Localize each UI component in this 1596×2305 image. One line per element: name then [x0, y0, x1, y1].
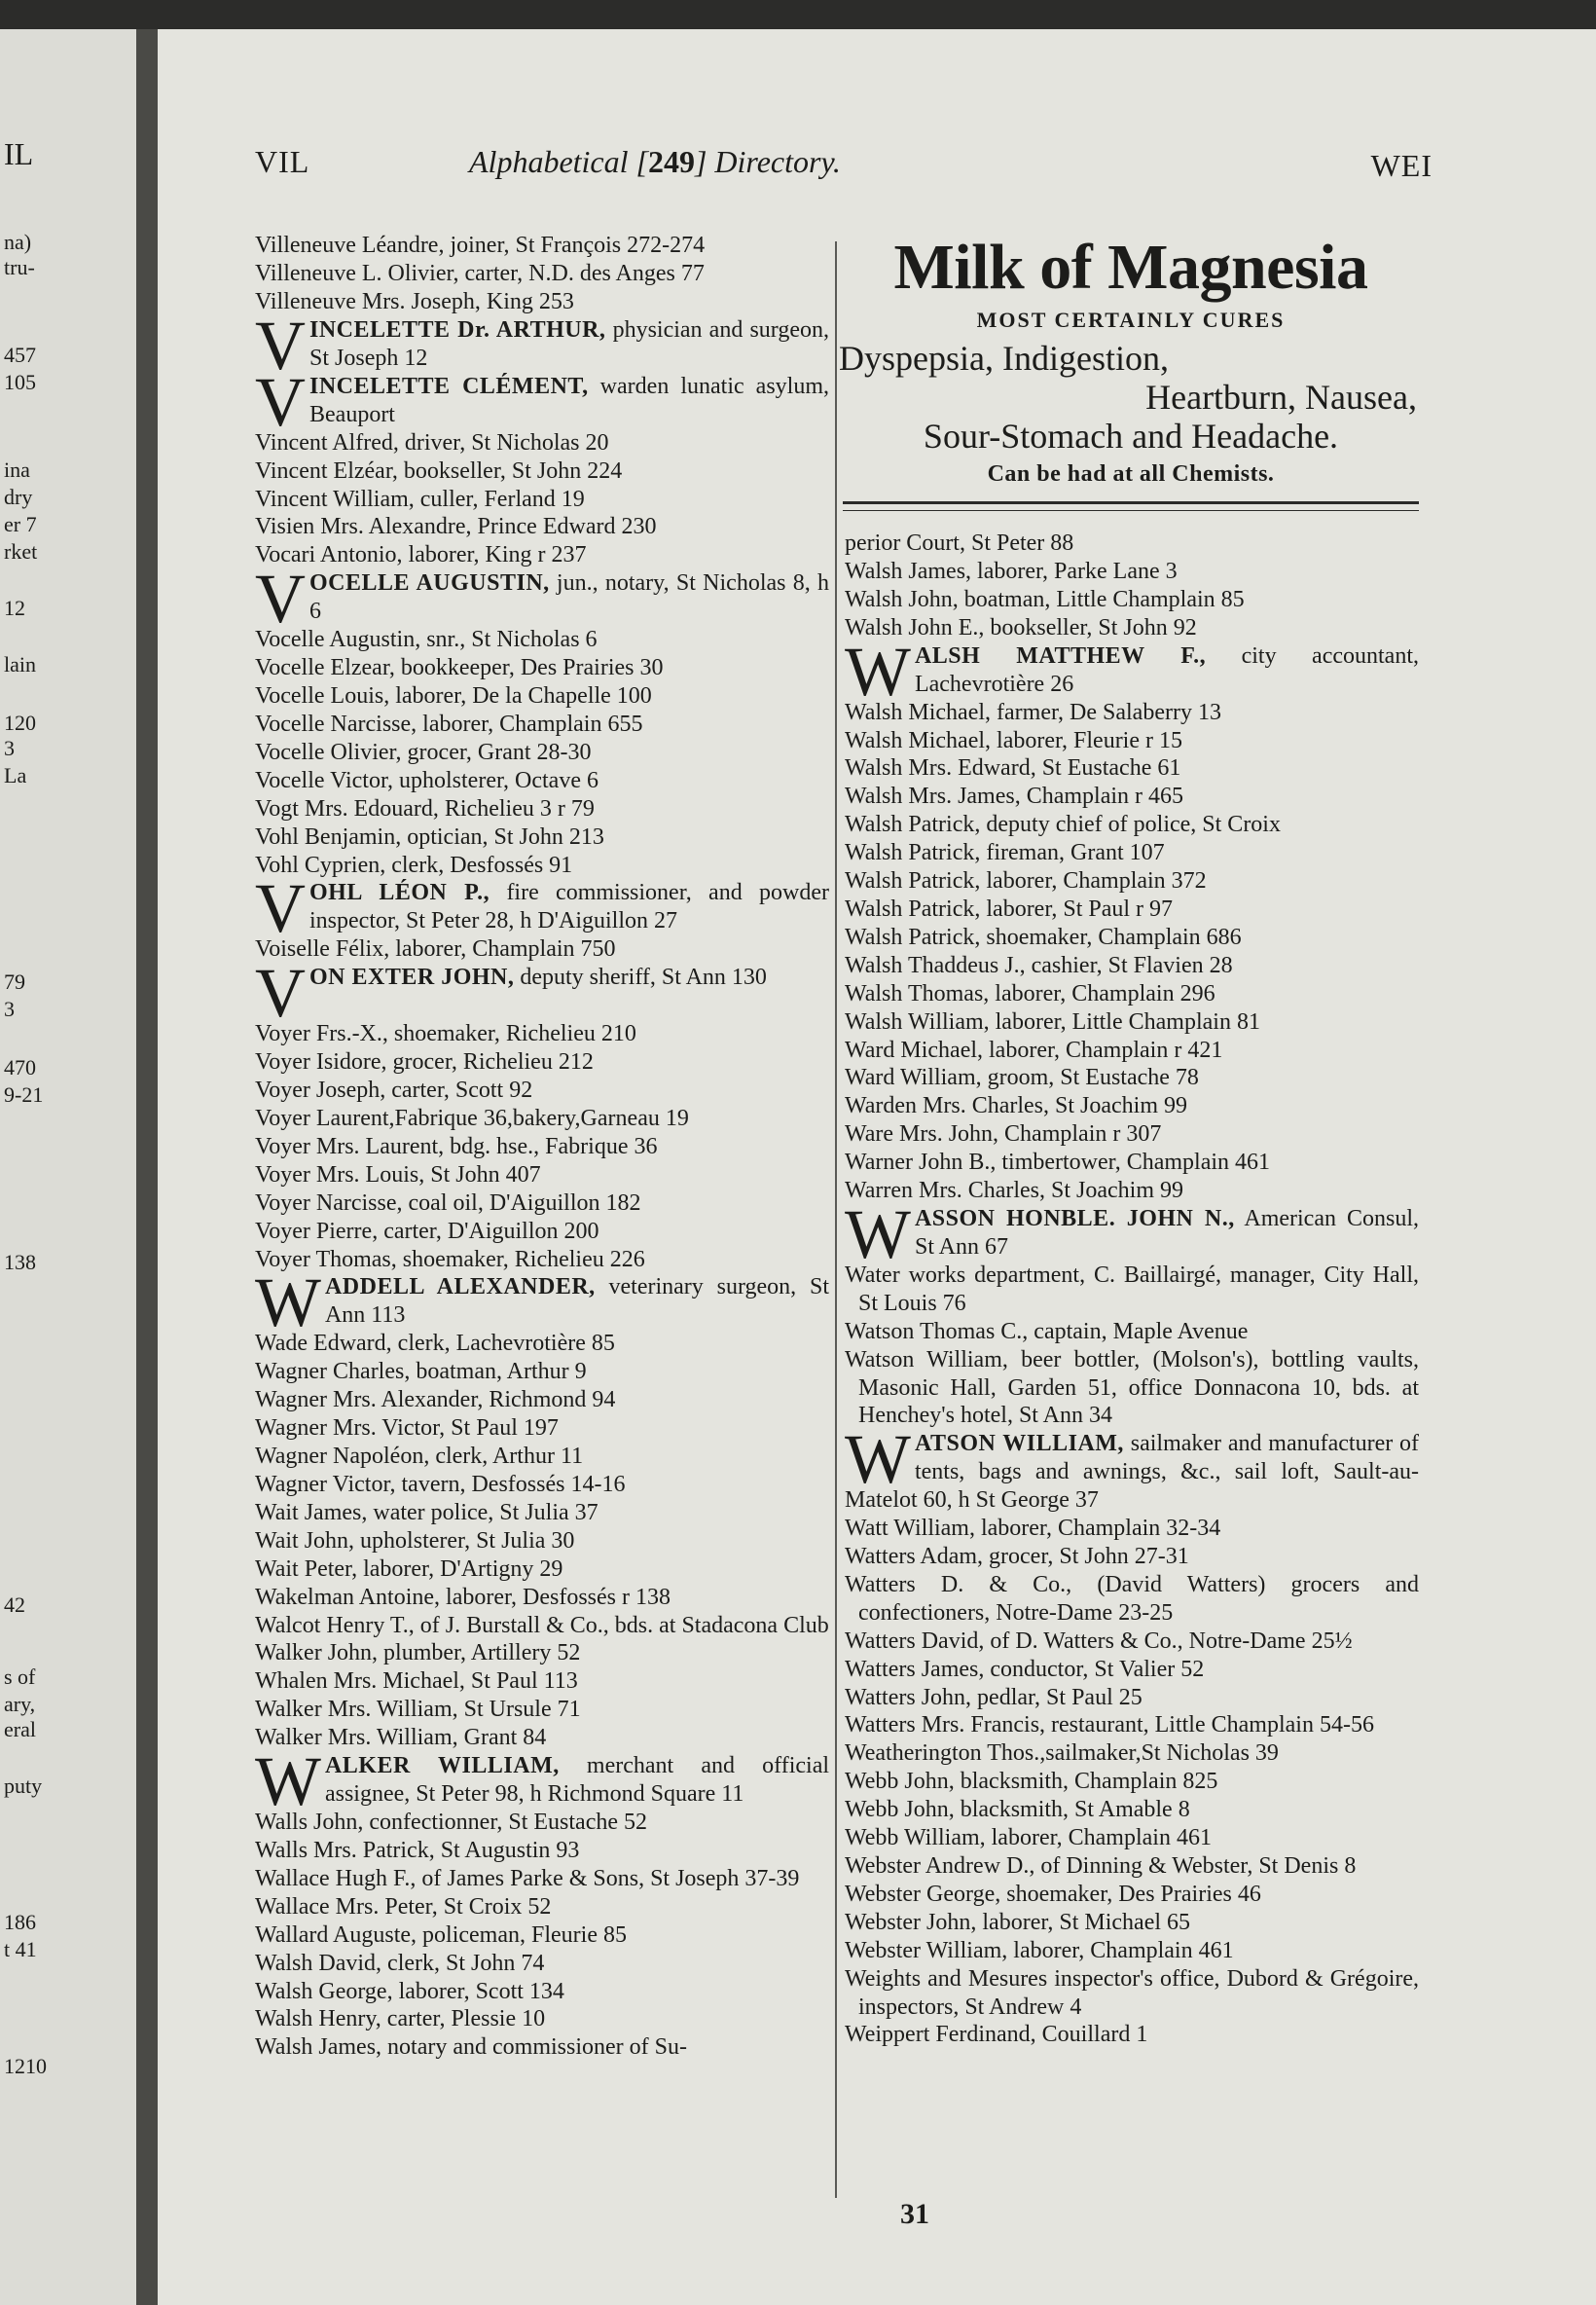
- folio-number: 31: [900, 2198, 929, 2230]
- adjacent-text-fragment: s of: [4, 1665, 36, 1689]
- directory-entry: Villeneuve Léandre, joiner, St François 272-274: [255, 233, 706, 258]
- directory-entry: Walsh Patrick, deputy chief of police, St Croix: [845, 812, 1281, 838]
- directory-entry: Walsh Patrick, laborer, St Paul r 97: [845, 896, 1174, 922]
- ad-subtitle: MOST CERTAINLY CURES: [976, 308, 1286, 332]
- directory-entry: Vocelle Victor, upholsterer, Octave 6: [255, 767, 598, 793]
- directory-entry: Walsh David, clerk, St John 74: [255, 1950, 545, 1976]
- directory-entry: Vohl Benjamin, optician, St John 213: [255, 823, 604, 850]
- directory-entry: Wade Edward, clerk, Lachevrotière 85: [255, 1331, 615, 1357]
- directory-entry: Watters Mrs. Francis, restaurant, Little Champlain 54-56: [845, 1712, 1374, 1738]
- directory-entry: Wakelman Antoine, laborer, Desfossés r 138: [255, 1584, 671, 1610]
- directory-entry: Walker Mrs. William, St Ursule 71: [255, 1697, 581, 1723]
- directory-entry: Weippert Ferdinand, Couillard 1: [845, 2022, 1148, 2048]
- directory-entry: Voyer Mrs. Louis, St John 407: [255, 1161, 541, 1188]
- directory-entry: Vogt Mrs. Edouard, Richelieu 3 r 79: [255, 795, 595, 822]
- entry-detail: jun., notary, St Nicholas 8, h 6: [309, 570, 830, 625]
- directory-entry: Webster William, laborer, Champlain 461: [845, 1937, 1234, 1963]
- adjacent-text-fragment: eral: [4, 1717, 36, 1741]
- directory-entry: Vocelle Olivier, grocer, Grant 28-30: [255, 739, 592, 765]
- directory-entry: Villeneuve L. Olivier, carter, N.D. des Anges 77: [255, 260, 705, 286]
- ad-footer: Can be had at all Chemists.: [987, 461, 1275, 487]
- running-head: [255, 144, 1433, 193]
- directory-entry: Voyer Narcisse, coal oil, D'Aiguillon 182: [255, 1189, 641, 1216]
- directory-entry: Warner John B., timbertower, Champlain 461: [845, 1150, 1271, 1176]
- ad-rule: [843, 501, 1419, 511]
- adjacent-text-fragment: IL: [4, 136, 34, 171]
- directory-entry: Wallard Auguste, policeman, Fleurie 85: [255, 1921, 627, 1948]
- directory-entry: Vocelle Narcisse, laborer, Champlain 655: [255, 711, 643, 737]
- directory-entry: Walsh William, laborer, Little Champlain 81: [845, 1008, 1260, 1035]
- entry-detail: fire commissioner, and powder inspector, St Peter 28, h D'Aiguillon 27: [309, 880, 829, 934]
- directory-entry: Ward William, groom, St Eustache 78: [845, 1065, 1199, 1091]
- directory-entry: Walsh John E., bookseller, St John 92: [845, 614, 1197, 640]
- directory-entry: Voyer Frs.-X., shoemaker, Richelieu 210: [255, 1021, 636, 1047]
- directory-entry: Webb John, blacksmith, Champlain 825: [845, 1769, 1218, 1795]
- book-gutter: [136, 29, 158, 2305]
- directory-entry: Wagner Mrs. Alexander, Richmond 94: [255, 1387, 616, 1413]
- directory-entry: Walsh John, boatman, Little Champlain 85: [845, 586, 1245, 612]
- directory-entry: Watters David, of D. Watters & Co., Notre-Dame 25½: [845, 1628, 1353, 1654]
- adjacent-text-fragment: lain: [4, 652, 36, 677]
- featured-name: OCELLE AUGUSTIN,: [309, 570, 550, 597]
- directory-entry: Walsh Michael, laborer, Fleurie r 15: [845, 727, 1182, 753]
- directory-entry: Watt William, laborer, Champlain 32-34: [845, 1516, 1221, 1542]
- directory-entry: Weatherington Thos.,sailmaker,St Nicholas 39: [845, 1740, 1279, 1767]
- entry-detail: merchant and official assignee, St Peter 98, h Richmond Square 11: [324, 1753, 830, 1807]
- adjacent-text-fragment: La: [4, 763, 27, 787]
- entry-detail: veterinary surgeon, St Ann 113: [324, 1274, 830, 1329]
- directory-entry: Walker John, plumber, Artillery 52: [255, 1640, 581, 1666]
- directory-entry: Walker Mrs. William, Grant 84: [255, 1725, 547, 1751]
- directory-entry: Walsh Thaddeus J., cashier, St Flavien 28: [845, 952, 1233, 978]
- drop-cap: W: [255, 1263, 321, 1342]
- directory-entry: Voyer Joseph, carter, Scott 92: [255, 1078, 533, 1104]
- adjacent-text-fragment: 9-21: [4, 1082, 44, 1107]
- directory-entry: Walsh Patrick, shoemaker, Champlain 686: [845, 924, 1242, 950]
- directory-entry: Walsh George, laborer, Scott 134: [255, 1978, 564, 2004]
- directory-entry: Whalen Mrs. Michael, St Paul 113: [255, 1668, 578, 1695]
- adjacent-text-fragment: er 7: [4, 512, 37, 536]
- directory-entry: Walsh Mrs. Edward, St Eustache 61: [845, 755, 1181, 782]
- adjacent-text-fragment: rket: [4, 539, 38, 564]
- featured-name: ASSON HONBLE. JOHN N.,: [914, 1205, 1235, 1231]
- adjacent-text-fragment: 120: [4, 711, 36, 735]
- adjacent-page-fragment: [0, 29, 136, 2305]
- adjacent-text-fragment: 1210: [4, 2054, 47, 2078]
- directory-entry: Vocari Antonio, laborer, King r 237: [255, 542, 587, 568]
- featured-name: INCELETTE CLÉMENT,: [309, 373, 589, 399]
- featured-name: INCELETTE Dr. ARTHUR,: [309, 316, 606, 343]
- entry-detail: city accountant, Lachevrotière 26: [914, 642, 1419, 697]
- featured-name: ON EXTER JOHN,: [309, 965, 515, 991]
- directory-entry: Watters James, conductor, St Valier 52: [845, 1656, 1205, 1682]
- directory-entry: Webb William, laborer, Champlain 461: [845, 1825, 1212, 1851]
- ad-line-3: Sour-Stomach and Headache.: [923, 417, 1339, 456]
- drop-cap: W: [845, 1420, 911, 1499]
- featured-entry: [255, 869, 829, 948]
- directory-entry: Walsh Thomas, laborer, Champlain 296: [845, 980, 1215, 1006]
- directory-entry: Walcot Henry T., of J. Burstall & Co., bds. at Stadacona Club: [255, 1612, 829, 1638]
- directory-entry: Walls Mrs. Patrick, St Augustin 93: [255, 1837, 580, 1863]
- directory-entry: Watson William, beer bottler, (Molson's), bottling vaults, Masonic Hall, Garden 51, office Donnacona 10, bds. at Henchey's hotel, St Ann 34: [845, 1346, 1419, 1429]
- adjacent-text-fragment: 79: [4, 970, 25, 994]
- directory-entry: Vocelle Elzear, bookkeeper, Des Prairies 30: [255, 655, 664, 681]
- adjacent-text-fragment: puty: [4, 1774, 43, 1798]
- featured-entry: [845, 1194, 1419, 1273]
- right-column: [845, 530, 1419, 2049]
- featured-name: ATSON WILLIAM,: [914, 1431, 1124, 1457]
- directory-entry: Water works department, C. Baillairgé, manager, City Hall, St Louis 76: [845, 1262, 1419, 1316]
- directory-entry: Walsh James, laborer, Parke Lane 3: [845, 558, 1178, 584]
- adjacent-text-fragment: ary,: [4, 1692, 36, 1716]
- directory-entry: Warden Mrs. Charles, St Joachim 99: [845, 1093, 1188, 1119]
- featured-entry: [255, 306, 830, 384]
- adjacent-text-fragment: 3: [4, 736, 15, 760]
- directory-entry: Ward Michael, laborer, Champlain r 421: [845, 1037, 1223, 1063]
- adjacent-text-fragment: 470: [4, 1055, 36, 1079]
- ad-line-2: Heartburn, Nausea,: [1145, 378, 1417, 417]
- directory-entry: Wallace Hugh F., of James Parke & Sons, St Joseph 37-39: [255, 1865, 800, 1891]
- advertisement: [839, 232, 1423, 511]
- drop-cap: W: [255, 1742, 321, 1821]
- entry-detail: physician and surgeon, St Joseph 12: [309, 316, 830, 371]
- directory-entry: Voyer Thomas, shoemaker, Richelieu 226: [255, 1246, 645, 1272]
- directory-entry: Voyer Pierre, carter, D'Aiguillon 200: [255, 1218, 599, 1244]
- drop-cap: V: [255, 560, 306, 639]
- adjacent-text-fragment: dry: [4, 485, 33, 509]
- adjacent-text-fragment: 457: [4, 343, 36, 367]
- drop-cap: W: [845, 1194, 911, 1273]
- entry-detail: warden lunatic asylum, Beauport: [309, 373, 830, 427]
- directory-entry: Vincent William, culler, Ferland 19: [255, 486, 585, 512]
- adjacent-text-fragment: ina: [4, 457, 30, 482]
- page-number: 249: [647, 144, 695, 179]
- left-column: [255, 232, 829, 2062]
- entry-detail: sailmaker and manufacturer of tents, bags and awnings, &c., sail loft, Sault-au-Matelot 60, h St George 37: [845, 1431, 1420, 1514]
- running-head-left: VIL: [255, 144, 310, 179]
- directory-entry: Voiselle Félix, laborer, Champlain 750: [255, 936, 616, 963]
- directory-entry: Wait James, water police, St Julia 37: [255, 1499, 598, 1525]
- drop-cap: V: [255, 869, 306, 948]
- directory-entry: Villeneuve Mrs. Joseph, King 253: [255, 288, 574, 314]
- directory-entry: Weights and Mesures inspector's office, Dubord & Grégoire, inspectors, St Andrew 4: [845, 1965, 1419, 2020]
- adjacent-text-fragment: tru-: [4, 255, 35, 279]
- adjacent-text-fragment: 138: [4, 1250, 36, 1274]
- directory-entry: Walls John, confectionner, St Eustache 52: [255, 1810, 648, 1836]
- directory-entry: Visien Mrs. Alexandre, Prince Edward 230: [255, 514, 657, 540]
- directory-entry: Wallace Mrs. Peter, St Croix 52: [255, 1893, 552, 1920]
- drop-cap: V: [255, 954, 306, 1033]
- entry-detail: deputy sheriff, St Ann 130: [514, 965, 767, 991]
- directory-entry: Walsh Patrick, laborer, Champlain 372: [845, 868, 1207, 895]
- directory-entry: Walsh Henry, carter, Plessie 10: [255, 2006, 546, 2032]
- directory-entry: Warren Mrs. Charles, St Joachim 99: [845, 1178, 1183, 1204]
- directory-entry: Watters Adam, grocer, St John 27-31: [845, 1544, 1189, 1569]
- featured-entry: [845, 1420, 1420, 1515]
- drop-cap: V: [255, 362, 306, 441]
- featured-name: ADDELL ALEXANDER,: [324, 1274, 596, 1300]
- featured-entry: [845, 632, 1419, 711]
- ad-line-1: Dyspepsia, Indigestion,: [839, 339, 1169, 378]
- running-head-right: WEI: [1370, 148, 1433, 183]
- directory-entry: Watters D. & Co., (David Watters) grocers and confectioners, Notre-Dame 23-25: [845, 1571, 1419, 1626]
- directory-entry: Vincent Alfred, driver, St Nicholas 20: [255, 429, 609, 456]
- directory-entry: Wagner Napoléon, clerk, Arthur 11: [255, 1444, 584, 1470]
- directory-page: [158, 29, 1596, 2305]
- entry-detail: American Consul, St Ann 67: [914, 1205, 1419, 1260]
- featured-entry: [255, 954, 829, 1033]
- directory-entry: Voyer Laurent,Fabrique 36,bakery,Garneau 19: [255, 1106, 689, 1132]
- directory-entry: Vincent Elzéar, bookseller, St John 224: [255, 457, 623, 484]
- running-head-center: Alphabetical [249] Directory.: [469, 144, 841, 179]
- directory-entry: Wagner Charles, boatman, Arthur 9: [255, 1359, 587, 1385]
- directory-entry: Wagner Mrs. Victor, St Paul 197: [255, 1415, 559, 1442]
- featured-entry: [255, 362, 830, 441]
- directory-entry: Voyer Isidore, grocer, Richelieu 212: [255, 1049, 594, 1076]
- drop-cap: V: [255, 306, 306, 384]
- directory-entry: Walsh Patrick, fireman, Grant 107: [845, 840, 1165, 866]
- featured-name: ALKER WILLIAM,: [324, 1753, 560, 1779]
- featured-name: ALSH MATTHEW F.,: [914, 642, 1207, 669]
- directory-entry: Vocelle Augustin, snr., St Nicholas 6: [255, 627, 598, 653]
- directory-entry: Wait John, upholsterer, St Julia 30: [255, 1527, 575, 1554]
- directory-entry: Wagner Victor, tavern, Desfossés 14-16: [255, 1472, 626, 1497]
- directory-entry: Voyer Mrs. Laurent, bdg. hse., Fabrique 36: [255, 1133, 658, 1159]
- directory-entry: Watson Thomas C., captain, Maple Avenue: [845, 1318, 1249, 1344]
- directory-entry: Walsh Michael, farmer, De Salaberry 13: [845, 699, 1221, 725]
- directory-entry: Walsh Mrs. James, Champlain r 465: [845, 784, 1184, 810]
- featured-name: OHL LÉON P.,: [309, 880, 490, 906]
- directory-entry: Watters John, pedlar, St Paul 25: [845, 1684, 1143, 1710]
- drop-cap: W: [845, 632, 911, 711]
- adjacent-text-fragment: 105: [4, 370, 36, 394]
- featured-entry: [255, 1742, 830, 1821]
- directory-entry: Walsh James, notary and commissioner of Su-: [255, 2034, 687, 2061]
- ad-title: Milk of Magnesia: [893, 232, 1368, 303]
- directory-entry: Ware Mrs. John, Champlain r 307: [845, 1121, 1162, 1148]
- directory-entry: Webb John, blacksmith, St Amable 8: [845, 1797, 1190, 1823]
- directory-entry: perior Court, St Peter 88: [845, 531, 1074, 556]
- directory-entry: Vocelle Louis, laborer, De la Chapelle 100: [255, 683, 652, 710]
- adjacent-text-fragment: 42: [4, 1592, 25, 1617]
- adjacent-text-fragment: 3: [4, 997, 15, 1021]
- directory-entry: Wait Peter, laborer, D'Artigny 29: [255, 1555, 563, 1582]
- column-rule: [835, 241, 837, 2198]
- directory-entry: Vohl Cyprien, clerk, Desfossés 91: [255, 852, 573, 878]
- featured-entry: [255, 1263, 830, 1342]
- directory-entry: Webster George, shoemaker, Des Prairies 46: [845, 1881, 1261, 1907]
- adjacent-text-fragment: t 41: [4, 1937, 37, 1961]
- adjacent-text-fragment: 186: [4, 1910, 36, 1934]
- adjacent-text-fragment: na): [4, 230, 32, 254]
- directory-entry: Webster John, laborer, St Michael 65: [845, 1909, 1191, 1935]
- adjacent-text-fragment: 12: [4, 596, 25, 620]
- directory-entry: Webster Andrew D., of Dinning & Webster, St Denis 8: [845, 1852, 1357, 1879]
- featured-entry: [255, 560, 830, 639]
